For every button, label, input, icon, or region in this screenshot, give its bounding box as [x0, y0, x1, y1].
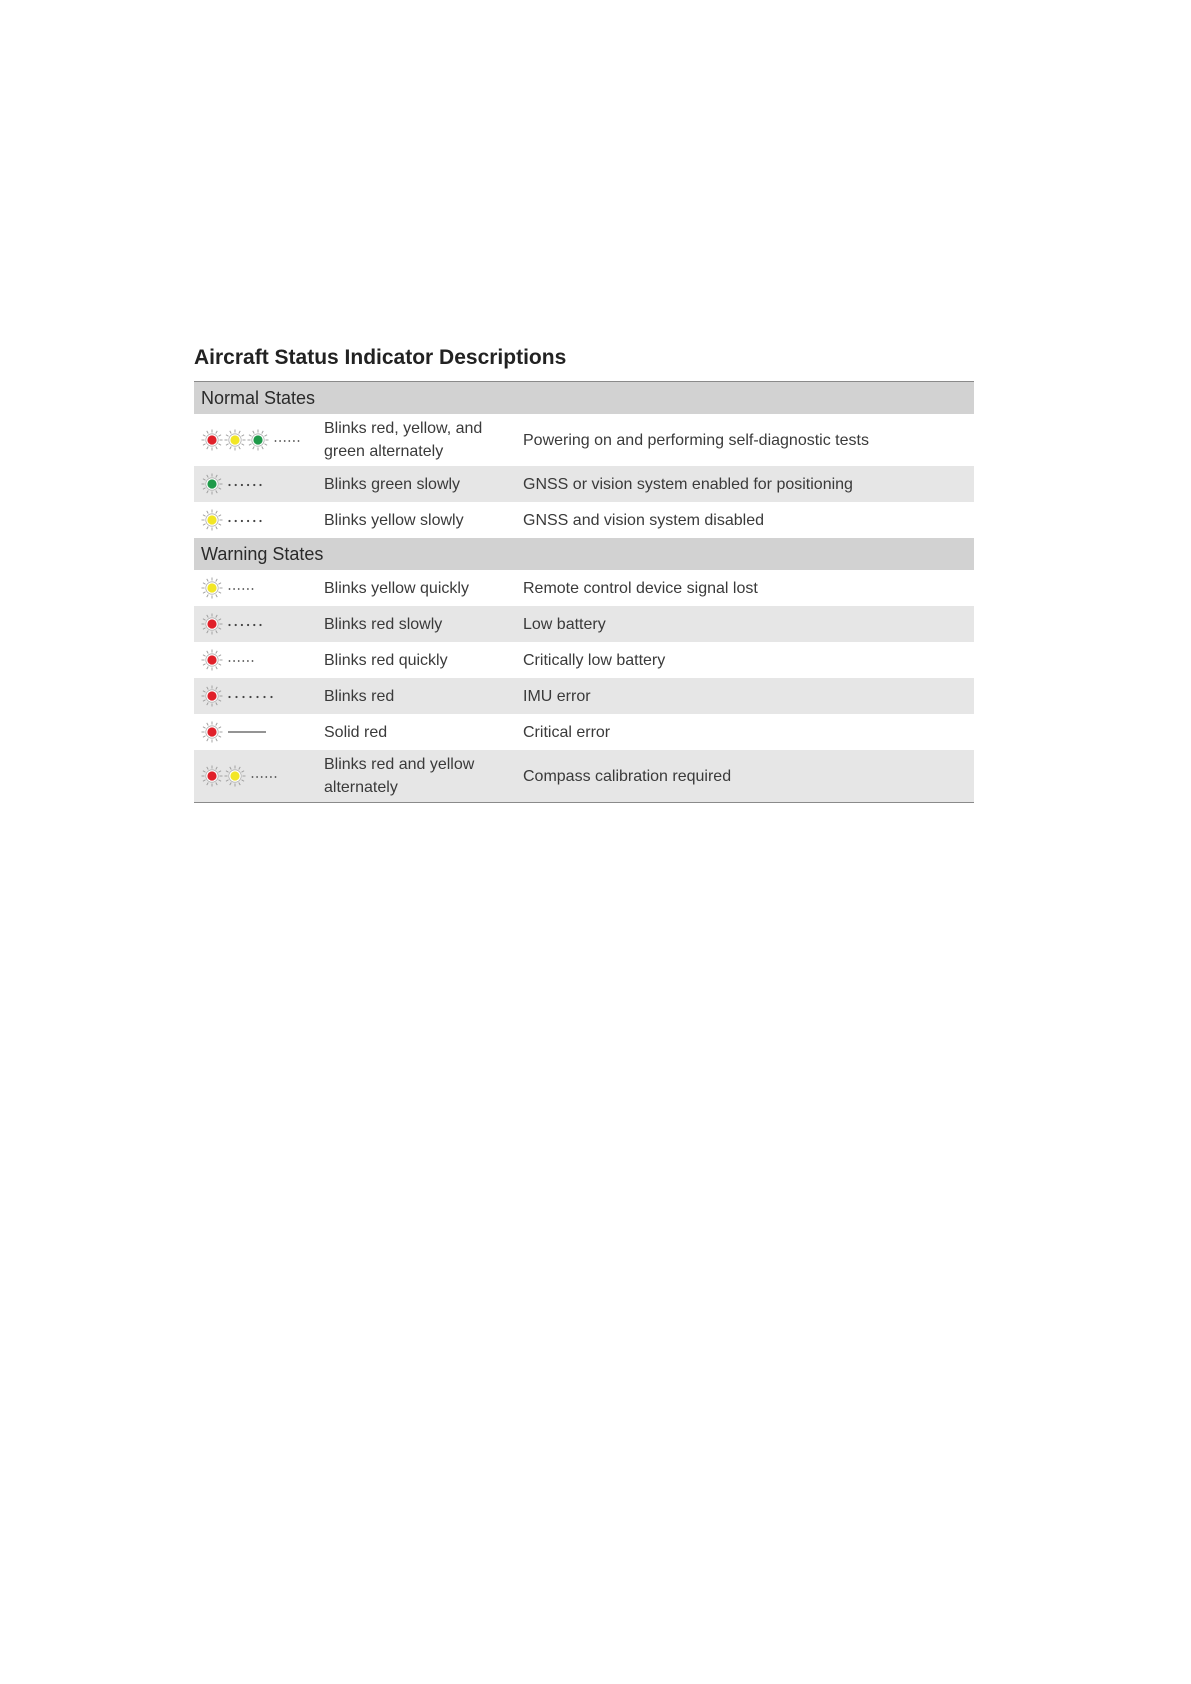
- state-text: Blinks red quickly: [324, 651, 448, 669]
- state-cell: [324, 570, 523, 606]
- indicator-cell: [194, 714, 324, 750]
- state-text: Blinks yellow quickly: [324, 579, 469, 597]
- description-text: Low battery: [523, 615, 606, 633]
- description-text: GNSS or vision system enabled for positioning: [523, 475, 853, 493]
- description-text: Remote control device signal lost: [523, 579, 758, 597]
- table-row: [194, 714, 974, 750]
- description-cell: [523, 570, 974, 606]
- description-cell: [523, 714, 974, 750]
- table-row: [194, 466, 974, 502]
- section-header-row: [194, 382, 974, 415]
- state-text-line: Blinks red, yellow, and: [324, 420, 483, 437]
- description-cell: [523, 466, 974, 502]
- description-text: IMU error: [523, 687, 591, 705]
- indicator-cell: [194, 570, 324, 606]
- description-text: Compass calibration required: [523, 767, 732, 785]
- blink-dots-icon: [228, 479, 266, 489]
- page-title: Aircraft Status Indicator Descriptions: [194, 346, 567, 369]
- blink-dots-icon: [228, 515, 266, 525]
- blink-dots-icon: [228, 583, 258, 593]
- description-text: Critically low battery: [523, 651, 666, 669]
- red-light-icon: [201, 613, 223, 635]
- state-cell: [324, 642, 523, 678]
- description-cell: [523, 678, 974, 714]
- state-text: Blinks red: [324, 687, 395, 705]
- state-text: Solid red: [324, 723, 388, 741]
- red-light-icon: [201, 649, 223, 671]
- indicator-cell: [194, 466, 324, 502]
- document-page: [194, 345, 974, 803]
- red-light-icon: [201, 765, 223, 787]
- green-light-icon: [247, 429, 269, 451]
- description-text: GNSS and vision system disabled: [523, 511, 764, 529]
- state-text: Blinks green slowly: [324, 475, 461, 493]
- description-text: Critical error: [523, 723, 611, 741]
- yellow-light-icon: [201, 509, 223, 531]
- table-row: [194, 750, 974, 803]
- state-cell: [324, 750, 523, 803]
- state-cell: [324, 678, 523, 714]
- state-text-line: green alternately: [324, 443, 444, 460]
- red-light-icon: [201, 721, 223, 743]
- description-cell: [523, 606, 974, 642]
- state-text-line: Blinks red and yellow: [324, 756, 475, 773]
- indicator-cell: [194, 502, 324, 538]
- table-row: [194, 570, 974, 606]
- state-text-line: alternately: [324, 779, 398, 796]
- red-light-icon: [201, 685, 223, 707]
- solid-line-icon: [228, 727, 268, 737]
- indicator-cell: [194, 678, 324, 714]
- description-cell: [523, 502, 974, 538]
- yellow-light-icon: [224, 765, 246, 787]
- status-indicator-table: [194, 381, 974, 803]
- yellow-light-icon: [224, 429, 246, 451]
- table-row: [194, 414, 974, 466]
- blink-dots-icon: [228, 619, 266, 629]
- state-text: Blinks red slowly: [324, 615, 443, 633]
- state-text: Blinks yellow slowly: [324, 511, 464, 529]
- state-cell: [324, 466, 523, 502]
- green-light-icon: [201, 473, 223, 495]
- state-cell: [324, 606, 523, 642]
- red-light-icon: [201, 429, 223, 451]
- description-cell: [523, 414, 974, 466]
- description-cell: [523, 642, 974, 678]
- yellow-light-icon: [201, 577, 223, 599]
- description-text: Powering on and performing self-diagnostic tests: [523, 431, 869, 449]
- indicator-cell: [194, 414, 324, 466]
- state-cell: [324, 714, 523, 750]
- state-cell: [324, 414, 523, 466]
- blink-dots-icon: [251, 771, 281, 781]
- indicator-cell: [194, 606, 324, 642]
- table-row: [194, 678, 974, 714]
- description-cell: [523, 750, 974, 803]
- section-heading: Warning States: [194, 538, 974, 570]
- table-row: [194, 502, 974, 538]
- blink-dots-icon: [228, 655, 258, 665]
- blink-dots-icon: [228, 691, 276, 701]
- indicator-cell: [194, 750, 324, 803]
- status-table-body: [194, 382, 974, 803]
- section-heading: Normal States: [194, 382, 974, 415]
- table-row: [194, 606, 974, 642]
- section-header-row: [194, 538, 974, 570]
- blink-dots-icon: [274, 435, 304, 445]
- indicator-cell: [194, 642, 324, 678]
- table-row: [194, 642, 974, 678]
- state-cell: [324, 502, 523, 538]
